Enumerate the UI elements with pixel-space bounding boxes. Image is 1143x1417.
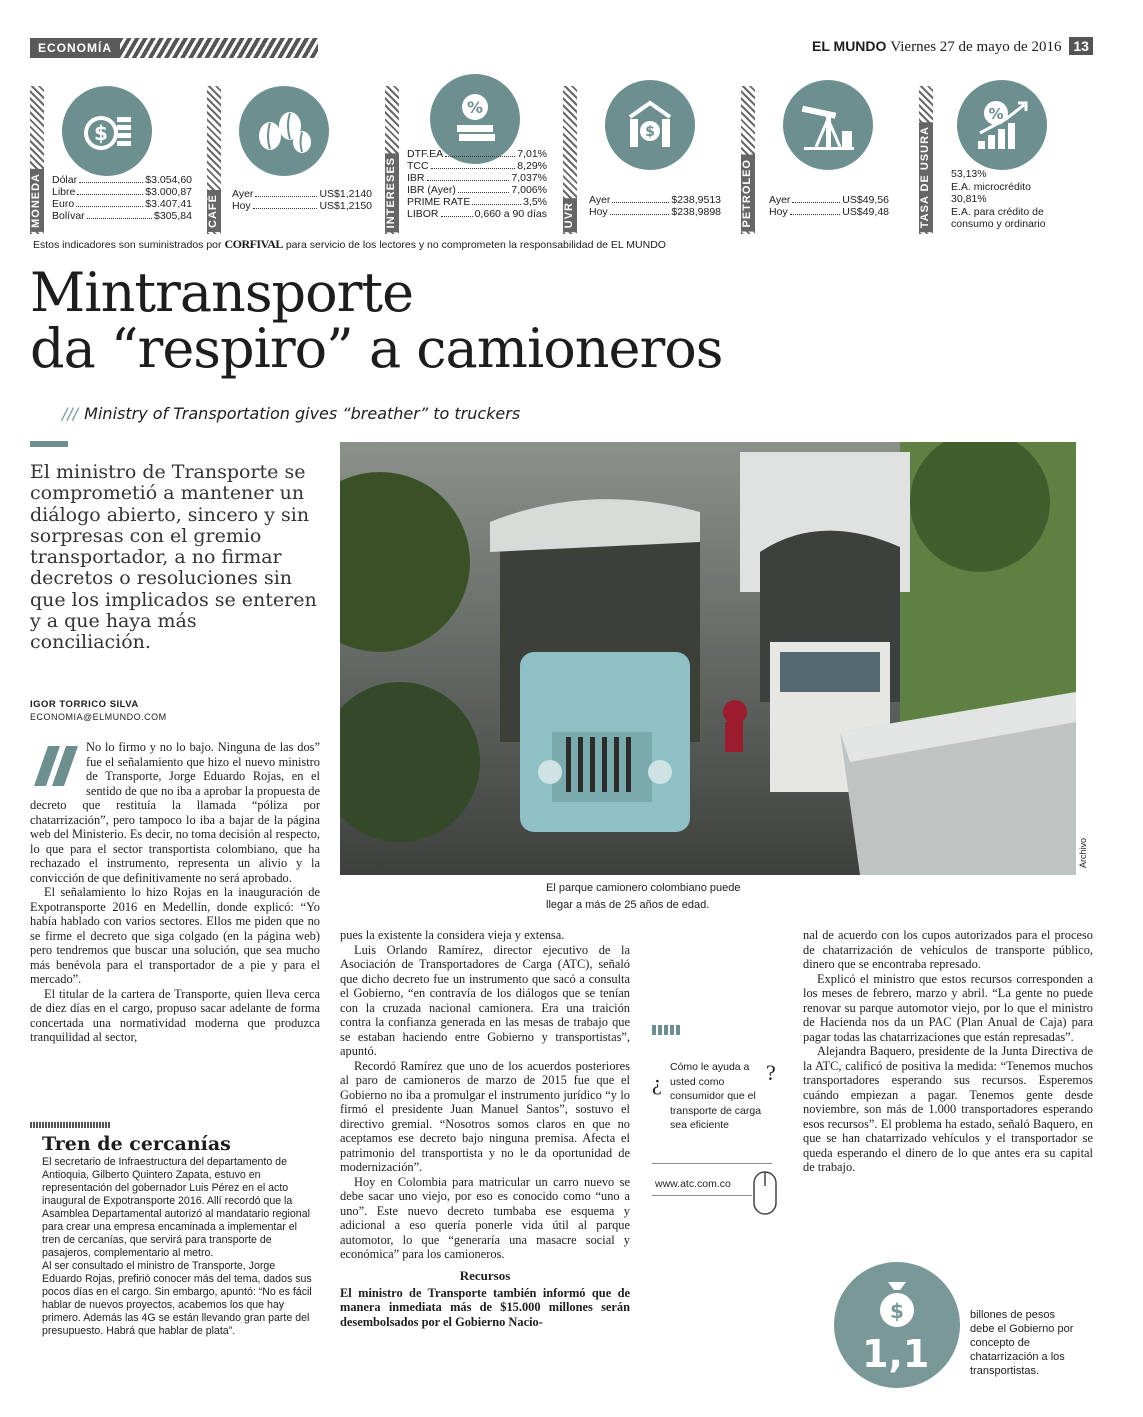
usura-rate-2: 30,81% bbox=[951, 193, 987, 205]
svg-text:%: % bbox=[466, 98, 484, 117]
indicator-label: MONEDA bbox=[30, 169, 44, 232]
divider bbox=[652, 1163, 772, 1164]
paragraph: Hoy en Colombia para matricular un carro nuevo se debe sacar uno viejo, por eso es conocido como “uno a uno”. Este nuevo decreto tumbaba ese esquema y adicional a eso quería ponerle vida útil al parque automotor, lo que “generaría una masacre social y económica” para los camioneros. bbox=[340, 1174, 630, 1261]
svg-text:%: % bbox=[988, 105, 1004, 123]
paragraph: Al ser consultado el ministro de Transporte, Jorge Eduardo Rojas, prefirió conocer más del tema, dados sus pocos días en el cargo. Sin embargo, apuntó: “No es fácil hablar de nuevos proyectos, acabemos los que hay primero. Además las 4G se están llevando gran parte del presupuesto. Habrá que hablar de plata”. bbox=[42, 1260, 312, 1337]
issue-date: Viernes 27 de mayo de 2016 bbox=[890, 39, 1062, 55]
article-column-3 bbox=[803, 928, 1093, 1175]
row-hoy: Hoy $238,9898 bbox=[589, 206, 721, 218]
author-email: ECONOMIA@ELMUNDO.COM bbox=[30, 712, 167, 722]
indicators-disclaimer: Estos indicadores son suministrados por CORFIVAL para servicio de los lectores y no comprometen la responsabilidad de EL MUNDO bbox=[33, 237, 666, 251]
usura-rate-1: 53,13% bbox=[951, 168, 987, 180]
paragraph: Recordó Ramírez que uno de los acuerdos posteriores al paro de camioneros de marzo de 2015 fue que el Gobierno no iba a promulgar el instrumento jurídico “y lo firmó el presidente Juan Manuel Santos”, sostuvo el directivo gremial. “Nosotros somos claros en que no aceptamos ese decreto bajo ninguna premisa. Afecta el patrimonio del transportista y no le da oportunidad de modernización”. bbox=[340, 1058, 630, 1174]
paper-name: EL MUNDO bbox=[812, 38, 887, 54]
row-hoy: Hoy US$1,2150 bbox=[232, 200, 372, 212]
lede: El ministro de Transporte se comprometió a mantener un diálogo abierto, sincero y sin sorpresas con el gremio transportador, a no firmar decretos o resoluciones sin que los implicados se enteren y a que haya más conciliación. bbox=[30, 461, 317, 654]
corfival-logo: CORFIVAL bbox=[224, 237, 283, 251]
paragraph: pues la existente la considera vieja y extensa. bbox=[340, 928, 565, 942]
english-subhead: /// Ministry of Transportation gives “breather” to truckers bbox=[62, 404, 521, 423]
article-column-2 bbox=[340, 928, 630, 1329]
big-number-badge bbox=[834, 1262, 960, 1388]
paragraph: Luis Orlando Ramírez, director ejecutivo de la Asociación de Transportadores de Carga (ATC), señaló que dicho decreto fue un instrumento que sacó a consulta el Gobierno, “en contravía de los diálogos que se tenían con la cruzada nacional camionera. Era una traición contra la confianza generada en las mesas de trabajo que se estaban haciendo entre Gobierno y transportistas”, apuntó. bbox=[340, 942, 630, 1058]
big-number-value: 1,1 bbox=[862, 1332, 930, 1376]
section-label: ECONOMÍA bbox=[30, 38, 120, 58]
byline bbox=[30, 699, 167, 723]
row-ayer: Ayer US$1,2140 bbox=[232, 188, 372, 200]
trucks-photo bbox=[340, 442, 1076, 875]
page-number: 13 bbox=[1069, 37, 1093, 55]
svg-text:$: $ bbox=[645, 124, 655, 140]
row-dtf: DTF.EA 7,01% bbox=[407, 148, 547, 160]
atc-question bbox=[652, 1060, 782, 1140]
indicator-cafe bbox=[207, 86, 377, 234]
money-coins-icon bbox=[62, 86, 152, 176]
indicator-label: TASA DE USURA bbox=[919, 122, 933, 232]
quote-mark-icon bbox=[30, 740, 80, 786]
row-ibr-ayer: IBR (Ayer) 7,006% bbox=[407, 184, 547, 196]
indicator-label: PETRÓLEO bbox=[741, 155, 755, 232]
row-hoy: Hoy US$49,48 bbox=[769, 206, 889, 218]
atc-link[interactable]: www.atc.com.co bbox=[655, 1178, 731, 1190]
usura-desc-2a: E.A. para crédito de bbox=[951, 205, 1044, 218]
oil-pump-icon bbox=[783, 80, 873, 170]
indicator-label: UVR bbox=[563, 198, 577, 232]
photo-credit: Archivo bbox=[1078, 838, 1088, 869]
paragraph: El titular de la cartera de Transporte, quien lleva cerca de diez días en el cargo, propuso sacar adelante de forma concertada una normatividad moderna que produzca tranquilidad al sector, bbox=[30, 986, 320, 1044]
subtitle-recursos: Recursos bbox=[459, 1267, 511, 1283]
sidebar-text bbox=[42, 1156, 314, 1338]
atc-box-accent bbox=[652, 1025, 682, 1035]
row-ayer: Ayer US$49,56 bbox=[769, 194, 889, 206]
usura-desc-2b: consumo y ordinario bbox=[951, 218, 1046, 230]
row-dolar: Dólar $3.054,60 bbox=[52, 174, 192, 186]
row-prime: PRIME RATE 3,5% bbox=[407, 196, 547, 208]
row-ayer: Ayer $238,9513 bbox=[589, 194, 721, 206]
author-name: IGOR TORRICO SILVA bbox=[30, 699, 139, 710]
coffee-beans-icon bbox=[239, 86, 329, 176]
money-bars-icon bbox=[605, 80, 695, 170]
svg-text:$: $ bbox=[890, 1299, 904, 1323]
question-open: ¿ bbox=[652, 1070, 662, 1095]
sidebar-accent bbox=[30, 1122, 110, 1128]
photo-caption: El parque camionero colombiano puede llegar a más de 25 años de edad. bbox=[546, 882, 741, 911]
article-column-1 bbox=[30, 740, 320, 1045]
headline: Mintransporte da “respiro” a camioneros bbox=[30, 261, 723, 380]
row-libre: Libre $3.000,87 bbox=[52, 186, 192, 198]
usura-desc-1: E.A. microcrédito bbox=[951, 180, 1031, 193]
paragraph: Explicó el ministro que estos recursos corresponden a los meses de febrero, marzo y abril. “La gente no puede renovar su parque automotor viejo, por lo que el ministro de Hacienda nos da un PAC (Plan Anual de Caja) para pagar todas las chatarrizaciones que están represadas”. bbox=[803, 971, 1093, 1044]
indicator-label: CAFÉ bbox=[207, 190, 221, 232]
paragraph: El ministro de Transporte también informó que de manera inmediata más de $15.000 millones serán desembolsados por el Gobierno Nacio- bbox=[340, 1285, 630, 1329]
percent-chart-icon bbox=[957, 80, 1047, 170]
accent-bar bbox=[30, 441, 68, 447]
row-euro: Euro $3.407,41 bbox=[52, 198, 192, 210]
divider bbox=[652, 1195, 752, 1196]
big-number-note: billones de pesos debe el Gobierno por concepto de chatarrización a los transportistas. bbox=[970, 1309, 1074, 1377]
sidebar-title: Tren de cercanías bbox=[42, 1133, 231, 1155]
indicator-uvr bbox=[563, 86, 733, 234]
paragraph: Alejandra Baquero, presidente de la Junta Directiva de la ATC, calificó de positiva la medida: “Tenemos muchos transportadores esperando sus recursos. Esperemos cuándo empiezan a pagar. Tenemos gente desde noviembre, son más de 1.000 transportadores esperando esos recursos”. El problema ha estado, señaló Baquero, en que se han chatarrizado vehículos y el transportador se queda esperando el dinero de lo que antes era su capital de trabajo. bbox=[803, 1044, 1093, 1174]
paragraph: No lo firmo y no lo bajo. Ninguna de las dos” fue el señalamiento que hizo el nuevo ministro de Transporte, Jorge Eduardo Rojas, en el sentido de que no iba a aprobar la propuesta de decreto que restituía la llamada “póliza por chatarrización”, pero tampoco lo iba a bajar de la página web del Ministerio. Es decir, no toma decisión al respecto, lo que para el sector transportista colombiano, que ha rechazado el instrumento, representa un alivio y la convicción de que definitivamente no será aprobado. bbox=[30, 740, 320, 885]
indicator-petroleo bbox=[741, 86, 911, 234]
indicator-label: INTERESES bbox=[385, 153, 399, 232]
row-tcc: TCC 8,29% bbox=[407, 160, 547, 172]
section-tag bbox=[30, 38, 318, 58]
row-ibr: IBR 7,037% bbox=[407, 172, 547, 184]
indicator-moneda bbox=[30, 86, 200, 234]
row-bolivar: Bolívar $305,84 bbox=[52, 210, 192, 222]
paragraph: nal de acuerdo con los cupos autorizados para el proceso de chatarrización de vehículos de transporte público, dinero que se encontraba represado. bbox=[803, 928, 1093, 971]
indicator-intereses bbox=[385, 86, 550, 234]
mouse-icon bbox=[752, 1170, 778, 1216]
question-close: ? bbox=[766, 1060, 776, 1085]
masthead bbox=[812, 38, 1093, 56]
paragraph: El secretario de Infraestructura del departamento de Antioquia, Gilberto Quintero Zapata, estuvo en representación del gobernador Luis Pérez en el acto inaugural de Expotransporte 2016. Allí recordó que la Asamblea Departamental autorizó al mandatario regional para crear una empresa encaminada a implementar el tren de cercanías, que servirá para transporte de pasajeros, complementario al metro. bbox=[42, 1156, 310, 1259]
row-libor: LIBOR 0,660 a 90 días bbox=[407, 208, 547, 220]
question-text: Cómo le ayuda a usted como consumidor que el transporte de carga sea eficiente bbox=[670, 1061, 762, 1131]
paragraph: El señalamiento lo hizo Rojas en la inauguración de Expotransporte 2016 en Medellín, donde explicó: “Yo había hablado con varios sectores. Ellos me piden que no se firme el decreto que siga colgado (en la página web) pero tendremos que buscar una solución, que sea mucho más benévola para el transportador de a pie y para el mercado”. bbox=[30, 885, 320, 986]
money-bag-icon bbox=[874, 1278, 920, 1328]
svg-text:$: $ bbox=[94, 121, 108, 145]
indicator-usura bbox=[919, 86, 1089, 234]
